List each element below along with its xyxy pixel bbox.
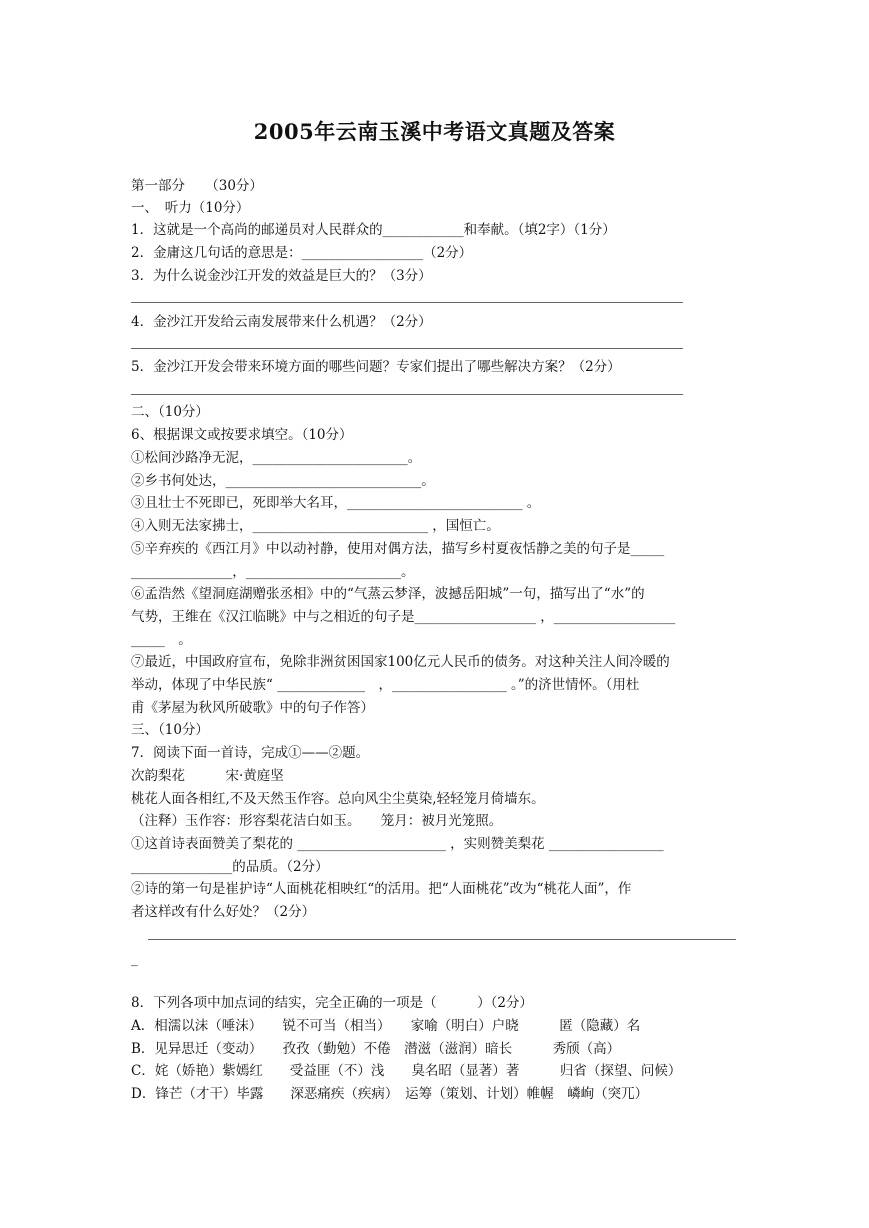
section-part-one: 第一部分 （30分） (131, 178, 263, 194)
q6-item-1: ①松间沙路净无泥，_______________________。 (131, 450, 422, 466)
q6-item-2: ②乡书何处达，_____________________________。 (131, 473, 435, 489)
question-2: 2．金庸这几句话的意思是：__________________（2分） (131, 245, 473, 261)
section-three: 三、（10分） (131, 722, 209, 738)
q6-item-7-end: 甫《茅屋为秋风所破歌》中的句子作答） (131, 700, 374, 716)
question-1: 1．这就是一个高尚的邮递员对人民群众的____________和奉献。（填2字）（1分） (131, 222, 616, 238)
q6-item-4: ④入则无法家拂士，__________________________ ，国恒亡。 (131, 518, 500, 534)
poem-notes: （注释）玉作容：形容梨花洁白如玉。 笼月：被月光笼照。 (131, 813, 503, 829)
section-listening: 一、 听力（10分） (131, 200, 250, 216)
poem-title: 次韵梨花 宋·黄庭坚 (131, 768, 284, 784)
poem-text: 桃花人面各相红,不及天然玉作容。总向风尘尘莫染,轻轻笼月倚墙东。 (131, 791, 545, 807)
question-7: 7．阅读下面一首诗，完成①——②题。 (131, 745, 370, 761)
answer-line (148, 939, 736, 940)
q6-item-5-cont: _______________，_______________________。 (131, 564, 415, 580)
option-b: B．见异思迁（变动） 孜孜（勤勉）不倦 潜滋（滋润）暗长 秀颀（高） (131, 1041, 621, 1057)
q7-item-2: ②诗的第一句是崔护诗“人面桃花相映红“的活用。把“人面桃花”改为“桃花人面”，作 (131, 881, 632, 897)
q6-item-3: ③且壮士不死即已，死即举大名耳，__________________________ 。 (131, 495, 541, 511)
q7-item-2-cont: 者这样改有什么好处？（2分） (131, 904, 316, 920)
q6-item-5: ⑤辛弃疾的《西江月》中以动衬静，使用对偶方法，描写乡村夏夜恬静之美的句子是_____ (131, 541, 665, 557)
question-4: 4．金沙江开发给云南发展带来什么机遇？（2分） (131, 314, 432, 330)
document-title: 2005年云南玉溪中考语文真题及答案 (253, 119, 616, 144)
q7-item-1: ①这首诗表面赞美了梨花的 ______________________ ，实则赞美梨花 _________________ (131, 836, 664, 852)
answer-line (131, 302, 683, 303)
q7-item-1-cont: _______________的品质。（2分） (131, 859, 329, 875)
option-c: C．姹（娇艳）紫嫣红 受益匪（不）浅 臭名昭（显著）著 归省（探望、问候） (131, 1063, 682, 1079)
answer-line (131, 348, 683, 349)
question-6: 6、根据课文或按要求填空。（10分） (131, 427, 353, 443)
answer-line-end: _ (131, 951, 138, 967)
question-3: 3．为什么说金沙江开发的效益是巨大的？（3分） (131, 268, 432, 284)
option-d: D．锋芒（才干）毕露 深恶痛疾（疾病） 运筹（策划、计划）帷幄 嶙峋（突兀） (131, 1086, 649, 1102)
section-two: 二、（10分） (131, 404, 209, 420)
option-a: A．相濡以沫（唾沫） 锐不可当（相当） 家喻（明白）户晓 匿（隐藏）名 (131, 1018, 641, 1034)
q6-item-6-cont: 气势，王维在《汉江临眺》中与之相近的句子是__________________ ，__________________ (131, 609, 676, 625)
q6-item-7: ⑦最近，中国政府宣布，免除非洲贫困国家100亿元人民币的债务。对这种关注人间冷暖的 (131, 654, 670, 670)
q6-item-6-end: _____ 。 (131, 632, 192, 648)
question-8: 8．下列各项中加点词的结实，完全正确的一项是（ ）（2分） (131, 995, 533, 1011)
q6-item-7-cont: 举动，体现了中华民族“ _____________ ，_________________ 。”的济世情怀。（用杜 (131, 677, 640, 693)
q6-item-6: ⑥孟浩然《望洞庭湖赠张丞相》中的“气蒸云梦泽，波撼岳阳城”一句，描写出了“水”的 (131, 586, 645, 602)
question-5: 5．金沙江开发会带来环境方面的哪些问题？专家们提出了哪些解决方案？（2分） (131, 359, 621, 375)
answer-line (131, 394, 683, 395)
